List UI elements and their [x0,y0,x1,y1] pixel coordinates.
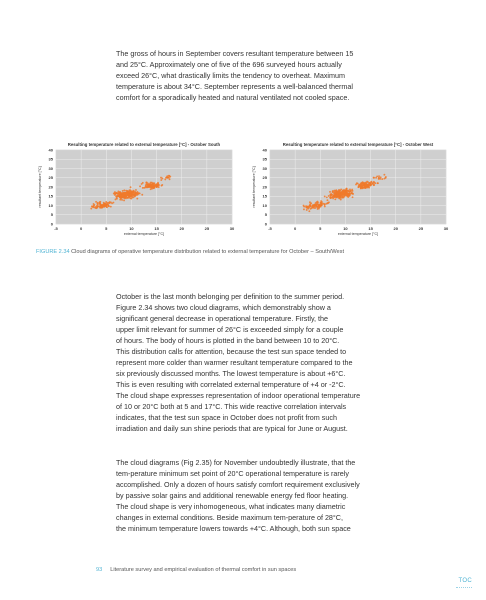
data-point [139,185,141,187]
data-point [115,195,117,197]
data-point [383,174,385,176]
data-point [136,198,138,200]
x-tick-label: 10 [129,226,134,231]
data-point [110,206,112,208]
data-point [109,201,111,203]
data-point [378,175,380,177]
x-tick-label: 15 [154,226,159,231]
data-point [306,206,308,208]
toc-link[interactable]: TOC [458,578,472,584]
data-point [337,194,339,196]
data-point [149,186,151,188]
data-point [121,199,123,201]
text-line: comfort for a sporadically heated and natural ventilated not cooled space. [116,93,350,102]
data-point [306,209,308,211]
data-point [352,196,354,198]
data-point [385,177,387,179]
data-point [142,182,144,184]
data-point [169,178,171,180]
data-point [130,186,132,188]
data-point [119,193,121,195]
paragraph-september [116,48,378,103]
data-point [348,193,350,195]
data-point [137,193,139,195]
data-point [120,195,122,197]
data-point [309,201,311,203]
data-point [135,192,137,194]
data-point [135,189,137,191]
data-point [100,207,102,209]
data-point [341,194,343,196]
data-point [373,184,375,186]
x-tick-label: 5 [105,226,108,231]
y-tick-label: 30 [262,165,267,171]
data-point [93,204,95,206]
data-point [328,195,330,197]
text-line: by passive solar gains and additional renewable energy fed floor heating. [116,491,349,500]
x-tick-label: 15 [368,226,373,231]
data-point [157,182,159,184]
data-point [375,177,377,179]
x-tick-label: 20 [179,226,184,231]
data-point [357,186,359,188]
y-tick-label: 20 [262,184,267,190]
y-tick-label: 10 [262,202,267,208]
data-point [100,204,102,206]
data-point [363,182,365,184]
y-tick-label: 25 [48,175,53,181]
text-line: of hours. The body of hours is plotted in the band between 10 to 20°C. [116,336,340,345]
page-footer [96,567,296,573]
y-tick-label: 15 [262,193,267,199]
data-point [347,195,349,197]
chart-title: Resulting temperature related to external temperature [°C] - October West [282,142,434,147]
running-title: Literature survey and empirical evaluation of thermal comfort in sun spaces [110,567,297,573]
data-point [329,191,331,193]
data-point [107,204,109,206]
data-point [366,181,368,183]
y-tick-label: 0 [50,221,53,227]
data-point [127,190,129,192]
data-point [303,206,305,208]
data-point [130,198,132,200]
text-line: exceed 26°C, what drastically limits the tendency to overheat. Maximum [116,71,345,80]
x-tick-label: 20 [393,226,398,231]
data-point [369,185,371,187]
text-line: The cloud shape expresses representation of indoor operational temperature [116,391,361,400]
data-point [343,193,345,195]
text-line: October is the last month belonging per definition to the summer period. [116,292,345,301]
data-point [332,196,334,198]
data-point [309,206,311,208]
data-point [127,197,129,199]
text-line: This distribution calls for attention, because the test sun space tended to [116,347,347,356]
data-point [303,208,305,210]
data-point [366,185,368,187]
data-point [125,194,127,196]
data-point [151,185,153,187]
y-tick-label: 5 [264,212,267,218]
text-line: temperature is about 34°C. September represents a well-balanced thermal [116,82,353,91]
data-point [352,193,354,195]
data-point [145,183,147,185]
x-axis-label: external temperature [°C] [337,232,379,236]
data-point [324,195,326,197]
data-point [336,191,338,193]
data-point [143,187,145,189]
data-point [99,202,101,204]
x-tick-label: 10 [343,226,348,231]
data-point [314,205,316,207]
data-point [331,194,333,196]
data-point [345,188,347,190]
data-point [324,205,326,207]
data-point [166,175,168,177]
text-line: represent more colder than warmer resultant temperature compared to the [116,358,353,367]
data-point [371,181,373,183]
x-tick-label: 5 [319,226,322,231]
data-point [164,178,166,180]
text-line: changes in external conditions. Beside maximum tem-perature of 28°C, [116,513,343,522]
text-line: Figure 2.34 shows two cloud diagrams, which demonstrably show a [116,303,331,312]
data-point [327,202,329,204]
data-point [115,198,117,200]
y-tick-label: 35 [262,156,267,162]
data-point [103,205,105,207]
data-point [125,197,127,199]
y-axis-label: resultant temperature [°C] [252,166,256,208]
data-point [308,210,310,212]
data-point [116,192,118,194]
data-point [92,206,94,208]
paragraph-november [116,457,378,534]
data-point [96,206,98,208]
data-point [314,207,316,209]
data-point [129,191,131,193]
data-point [122,190,124,192]
data-point [141,194,143,196]
figure-label: FIGURE 2.34 [36,249,70,255]
page-number: 93 [96,567,103,573]
x-tick-label: -5 [54,226,58,231]
text-line: accomplished. Only a dozen of hours satisfy comfort requirement exclusively [116,480,360,489]
data-point [318,208,320,210]
text-line: the minimum temperature lowers towards +4°C. Although, both sun space [116,524,351,533]
paragraph-october [116,291,378,434]
data-point [318,204,320,206]
data-point [373,182,375,184]
data-point [317,206,319,208]
data-point [362,187,364,189]
data-point [317,202,319,204]
y-tick-label: 10 [48,202,53,208]
data-point [381,178,383,180]
chart-canvas [250,140,452,244]
text-line: This is even resulting with correlated external temperature of +4 or -2°C. [116,380,346,389]
data-point [309,203,311,205]
data-point [363,185,365,187]
y-tick-label: 5 [50,212,53,218]
data-point [90,208,92,210]
x-tick-label: 30 [443,226,449,231]
y-tick-label: 40 [48,147,53,153]
text-line: The gross of hours in September covers resultant temperature between 15 [116,49,354,58]
y-tick-label: 35 [48,156,53,162]
x-tick-label: 25 [418,226,424,231]
data-point [351,189,353,191]
data-point [320,202,322,204]
text-line: indicates, that the test sun space in October does not profit from such [116,413,337,422]
data-point [153,183,155,185]
data-point [360,187,362,189]
text-line: upper limit relevant for summer of 26°C is exceeded simply for a couple [116,325,344,334]
data-point [343,189,345,191]
data-point [151,182,153,184]
data-point [161,178,163,180]
data-point [148,183,150,185]
data-point [349,188,351,190]
data-point [341,196,343,198]
data-point [327,199,329,201]
data-point [344,196,346,198]
data-point [134,195,136,197]
data-point [373,177,375,179]
y-tick-label: 25 [262,175,267,181]
data-point [132,194,134,196]
data-point [334,198,336,200]
scatter-chart-october-west [250,140,452,244]
data-point [377,182,379,184]
data-point [378,177,380,179]
data-point [160,179,162,181]
data-point [95,201,97,203]
data-point [97,203,99,205]
x-tick-label: 0 [294,226,297,231]
data-point [146,186,148,188]
data-point [350,193,352,195]
text-line: six previously discussed months. The lowest temperature is about +6°C. [116,369,346,378]
chart-canvas [36,140,238,244]
data-point [133,190,135,192]
y-axis-label: resultant temperature [°C] [38,166,42,208]
data-point [321,203,323,205]
data-point [326,196,328,198]
data-point [105,204,107,206]
data-point [338,191,340,193]
x-tick-label: 30 [229,226,235,231]
text-line: significant general decrease in operational temperature. Firstly, the [116,314,329,323]
data-point [315,202,317,204]
y-tick-label: 15 [48,193,53,199]
data-point [122,196,124,198]
data-point [118,195,120,197]
x-tick-label: 25 [204,226,210,231]
figure-caption [36,249,344,255]
text-line: The cloud diagrams (Fig 2.35) for November undoubtedly illustrate, that the [116,458,356,467]
figure-caption-text: Cloud diagrams of operative temperature distribution related to external temperature for October – South/West [69,249,345,255]
data-point [365,183,367,185]
x-tick-label: 0 [80,226,83,231]
x-tick-label: -5 [268,226,272,231]
y-tick-label: 30 [48,165,53,171]
data-point [123,189,125,191]
y-tick-label: 20 [48,184,53,190]
data-point [368,187,370,189]
x-axis-label: external temperature [°C] [123,232,165,236]
data-point [111,202,113,204]
data-point [161,184,163,186]
text-line: of 10 or 20°C both at 5 and 17°C. This wide reactive correlation intervals [116,402,347,411]
text-line: and 25°C. Approximately one of five of the 696 surveyed hours actually [116,60,342,69]
data-point [106,206,108,208]
data-point [132,192,134,194]
data-point [126,193,128,195]
data-point [340,199,342,201]
data-point [106,202,108,204]
data-point [153,186,155,188]
data-point [156,185,158,187]
text-line: tem-perature minimum set point of 20°C operational temperature is rarely [116,469,349,478]
toc-divider [456,587,472,588]
data-point [349,190,351,192]
scatter-chart-october-south [36,140,238,244]
data-point [311,206,313,208]
text-line: The cloud shape is very inhomogeneous, what indicates many diametric [116,502,346,511]
y-tick-label: 0 [264,221,267,227]
data-point [332,191,334,193]
text-line: irradiation and daily sun shine periods that are typical for June or August. [116,424,348,433]
data-point [355,183,357,185]
chart-title: Resulting temperature related to external temperature [°C] - October South [67,142,221,147]
data-point [123,199,125,201]
y-tick-label: 40 [262,147,267,153]
data-point [324,203,326,205]
data-point [333,190,335,192]
